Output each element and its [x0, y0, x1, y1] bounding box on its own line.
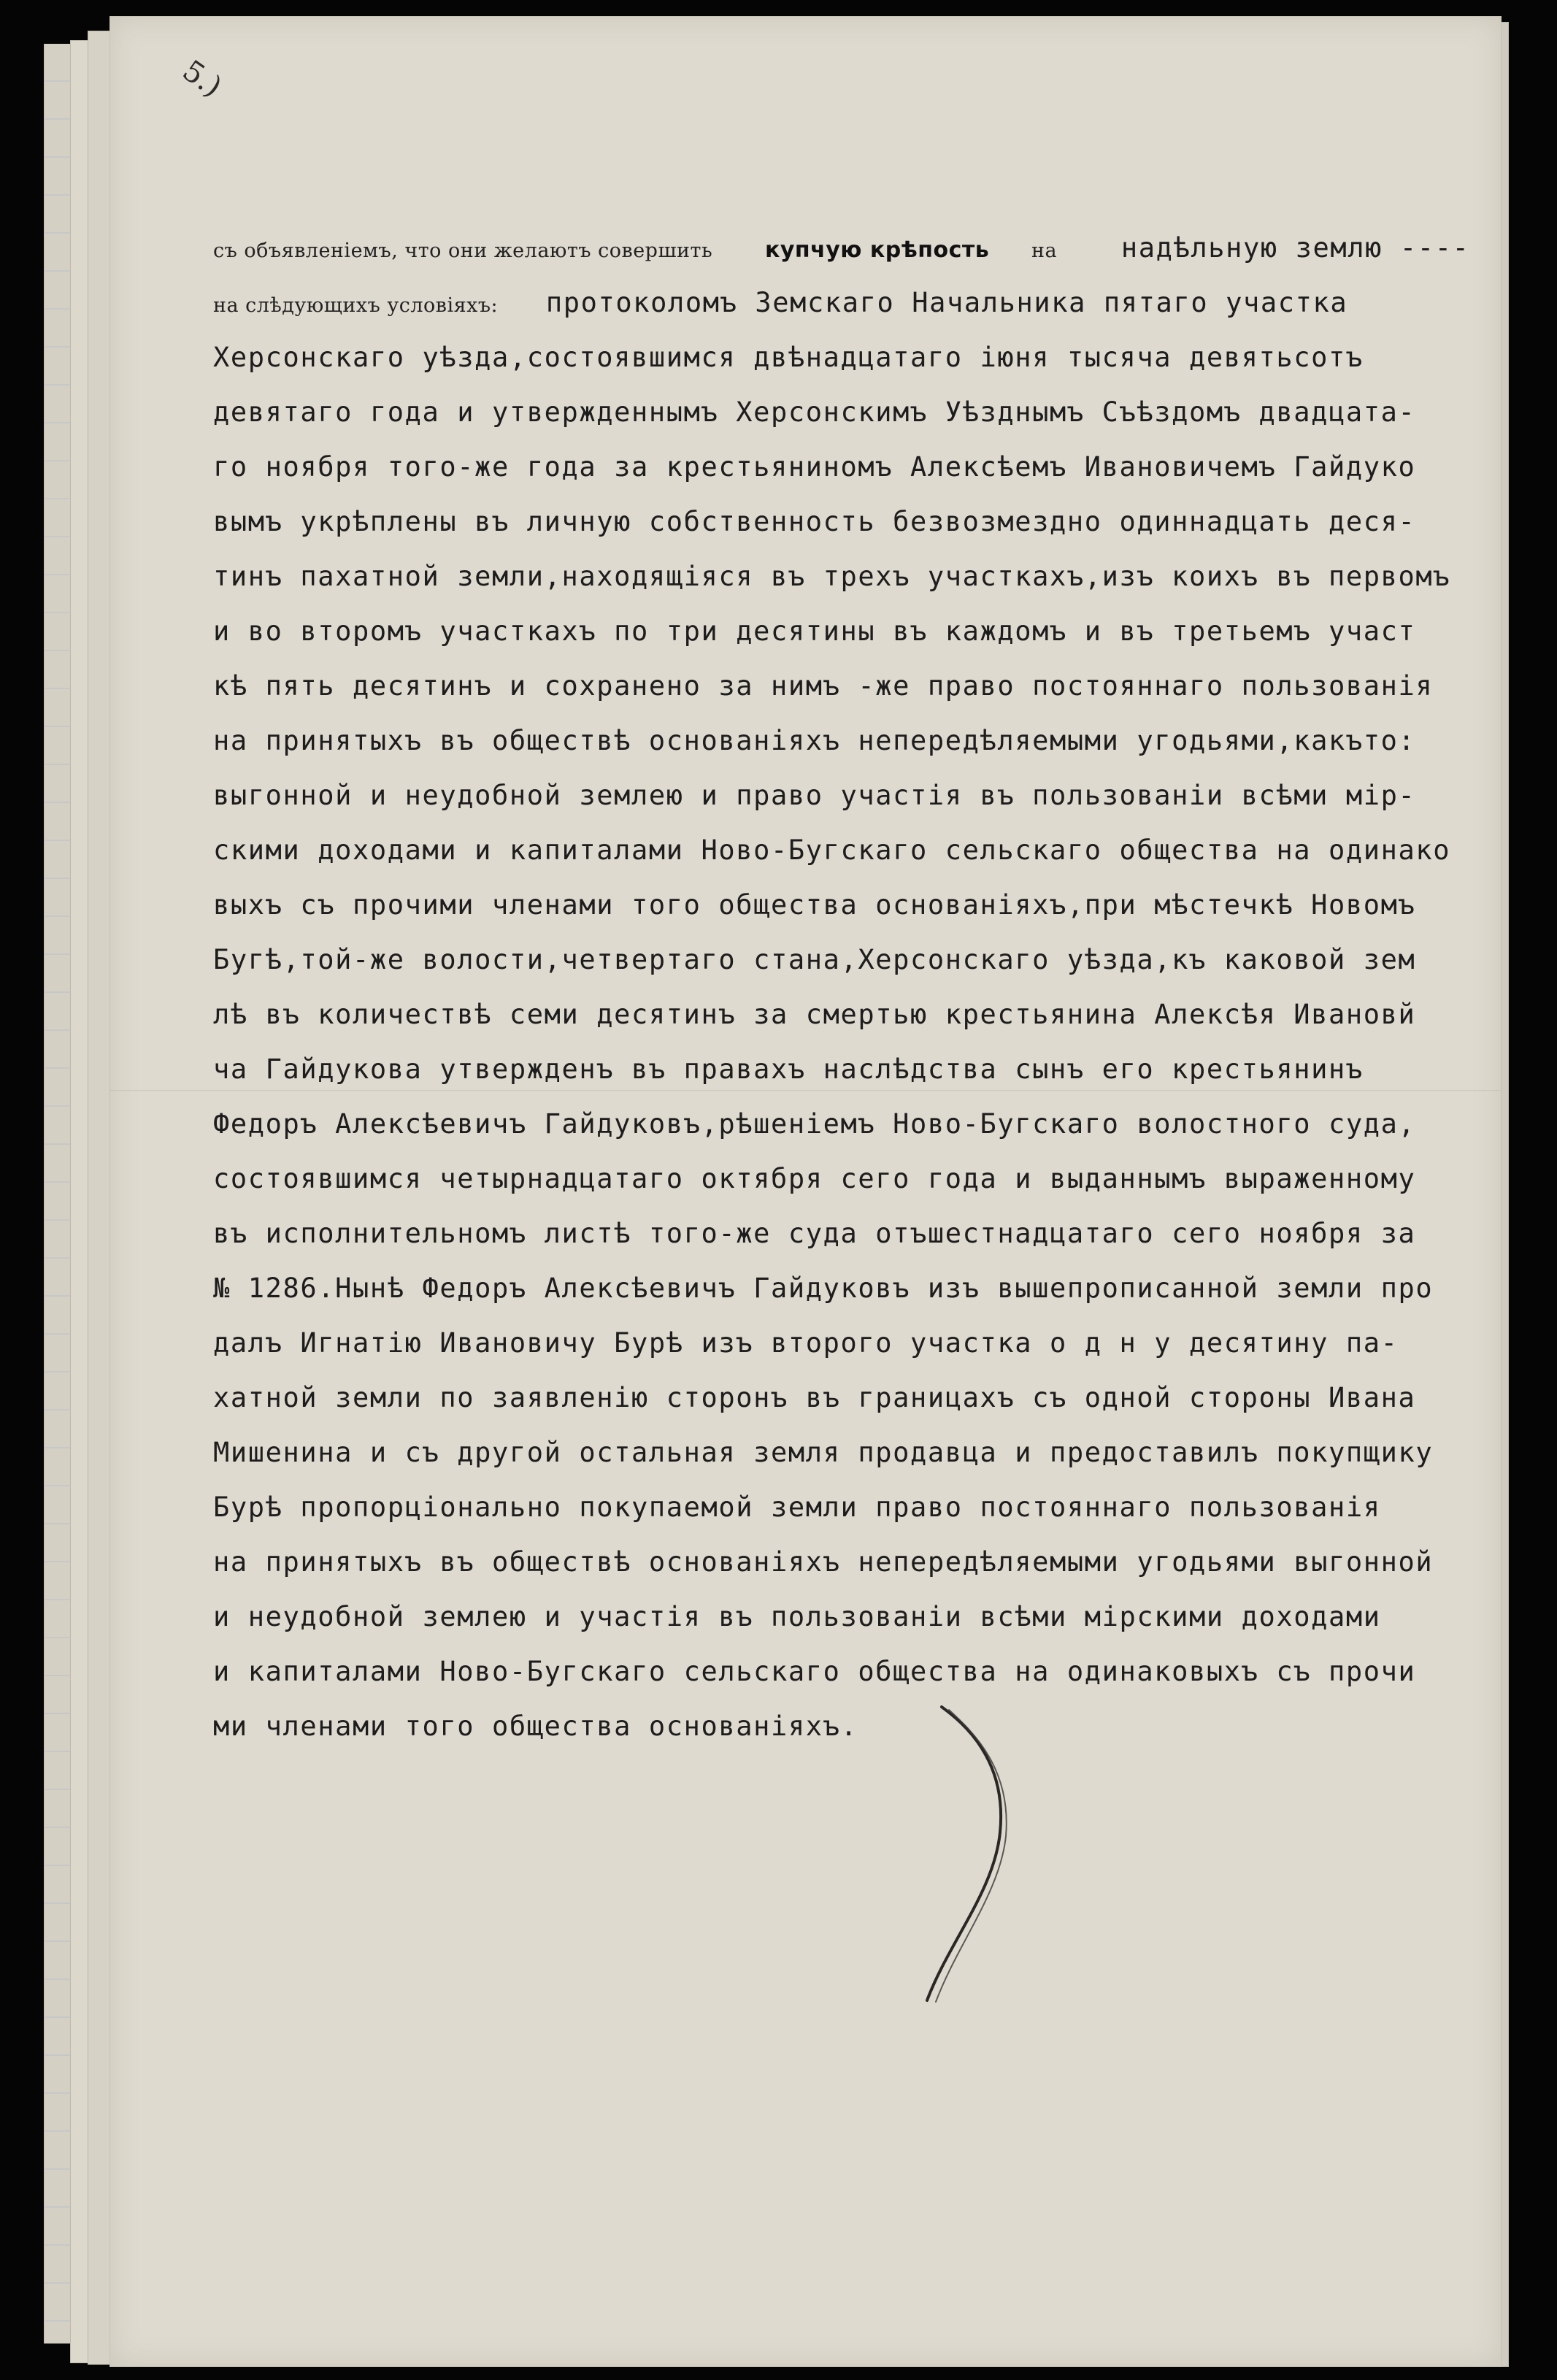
conditions-line — [213, 275, 1491, 330]
text-line: Бурѣ пропорціонально покупаемой земли право постояннаго пользованія — [213, 1492, 1381, 1523]
text-line: тинъ пахатной земли,находящіяся въ трехъ участкахъ,изъ коихъ въ первомъ — [213, 561, 1451, 592]
text-line: выхъ съ прочими членами того общества основаніяхъ,при мѣстечкѣ Новомъ — [213, 889, 1416, 921]
handwritten-stroke — [898, 1701, 1029, 2008]
text-line: го ноября того-же года за крестьяниномъ Алексѣемъ Ивановичемъ Гайдуко — [213, 451, 1416, 483]
typed-text: протоколомъ Земскаго Начальника пятаго участка — [545, 287, 1348, 318]
intro-line — [213, 220, 1491, 275]
text-line: и капиталами Ново-Бугскаго сельскаго общества на одинаковыхъ съ прочи — [213, 1656, 1416, 1687]
printed-text: съ объявленіемъ, что они желаютъ совершить — [213, 239, 713, 262]
text-line: на принятыхъ въ обществѣ основаніяхъ непередѣляемыми угодьями,какъто: — [213, 725, 1416, 756]
text-line: въ исполнительномъ листѣ того-же суда отъшестнадцатаго сего ноября за — [213, 1218, 1416, 1249]
text-line: Мишенина и съ другой остальная земля продавца и предоставилъ покупщику — [213, 1437, 1434, 1468]
text-line: Бугѣ,той-же волости,четвертаго стана,Херсонскаго уѣзда,къ каковой зем — [213, 944, 1416, 975]
text-line: хатной земли по заявленію сторонъ въ границахъ съ одной стороны Ивана — [213, 1382, 1416, 1413]
text-line: состоявшимся четырнадцатаго октября сего года и выданнымъ выраженному — [213, 1163, 1416, 1194]
printed-text: на слѣдующихъ условіяхъ: — [213, 294, 499, 317]
text-line: Федоръ Алексѣевичъ Гайдуковъ,рѣшеніемъ Ново-Бугскаго волостного суда, — [213, 1108, 1416, 1140]
text-line: вымъ укрѣплены въ личную собственность безвозмездно одиннадцать деся- — [213, 506, 1416, 537]
text-line: и неудобной землею и участія въ пользованіи всѣми мірскими доходами — [213, 1601, 1381, 1632]
text-line: и во второмъ участкахъ по три десятины въ каждомъ и въ третьемъ участ — [213, 615, 1416, 647]
text-line: кѣ пять десятинъ и сохранено за нимъ -же право постояннаго пользованія — [213, 670, 1434, 702]
text-line: скими доходами и капиталами Ново-Бугскаго сельскаго общества на одинако — [213, 834, 1451, 866]
printed-text: на — [1031, 239, 1058, 262]
text-line: выгонной и неудобной землею и право участія въ пользованіи всѣми мір- — [213, 780, 1416, 811]
text-line: ми членами того общества основаніяхъ. — [213, 1711, 858, 1742]
text-line: лѣ въ количествѣ семи десятинъ за смертью крестьянина Алексѣя Ивановй — [213, 999, 1416, 1030]
document-text — [213, 220, 1491, 1754]
text-line: № 1286.Нынѣ Федоръ Алексѣевичъ Гайдуковъ изъ вышепрописанной земли про — [213, 1272, 1434, 1304]
text-line: далъ Игнатію Ивановичу Бурѣ изъ второго участка о д н у десятину па- — [213, 1327, 1399, 1359]
corner-mark: 5.) — [176, 53, 228, 104]
text-line: Херсонскаго уѣзда,состоявшимся двѣнадцатаго іюня тысяча девятьсотъ — [213, 342, 1364, 373]
text-line: на принятыхъ въ обществѣ основаніяхъ непередѣляемыми угодьями выгонной — [213, 1546, 1434, 1578]
text-line: ча Гайдукова утвержденъ въ правахъ наслѣдства сынъ его крестьянинъ — [213, 1053, 1364, 1085]
deed-title: купчую крѣпость — [764, 237, 990, 263]
text-line: девятаго года и утвержденнымъ Херсонскимъ Уѣзднымъ Съѣздомъ двадцата- — [213, 396, 1416, 428]
typed-text: надѣльную землю ---- — [1120, 232, 1470, 264]
